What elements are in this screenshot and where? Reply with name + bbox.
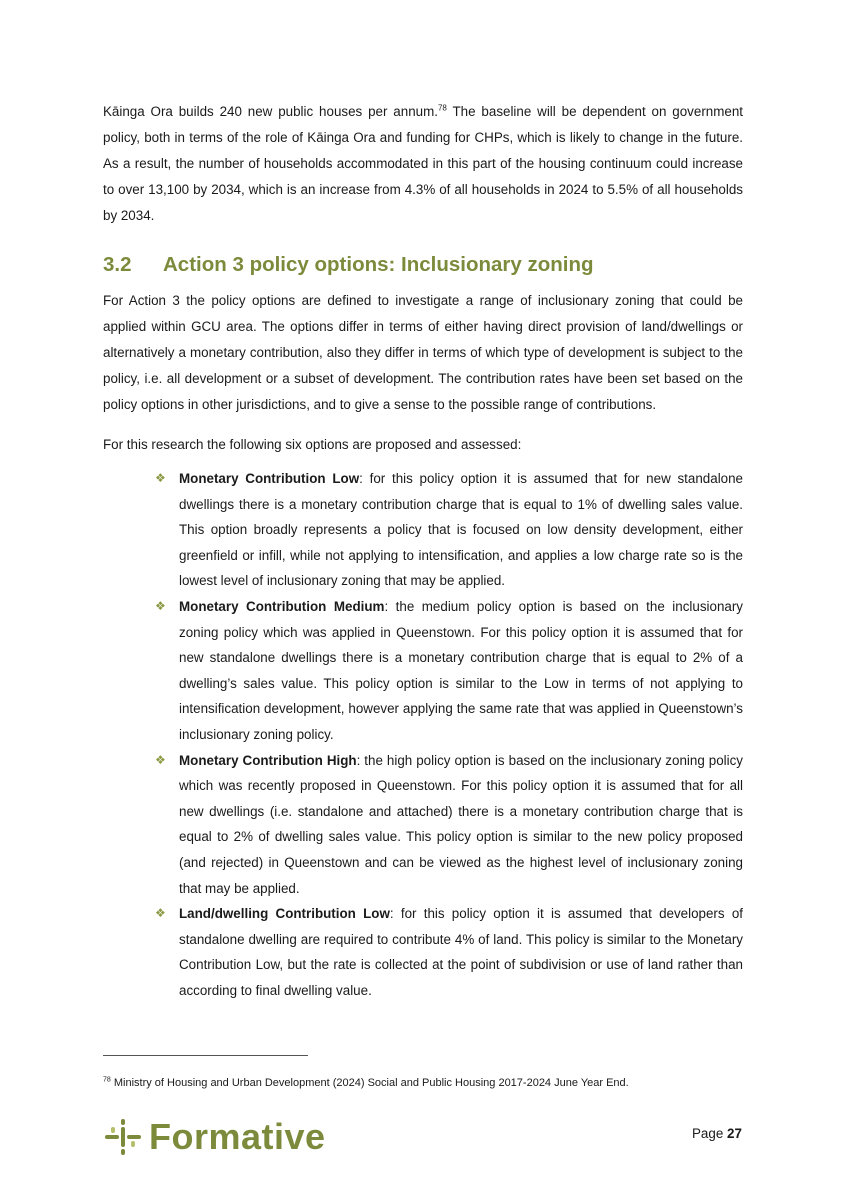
policy-options-list	[103, 466, 743, 1003]
diamond-bullet-icon: ❖	[155, 752, 166, 767]
option-title: Monetary Contribution High	[179, 752, 357, 768]
section-paragraph-1: For Action 3 the policy options are defined to investigate a range of inclusionary zoning that could be applied within GCU area. The options differ in terms of either having direct provision of land/dwellings or alternatively a monetary contribution, also they differ in terms of which type of development is subject to the policy, i.e. all development or a subset of development. The contribution rates have been set based on the policy options in other jurisdictions, and to give a sense to the possible range of contributions.	[103, 293, 743, 412]
footnote-divider	[103, 1055, 308, 1056]
footnote-reference[interactable]: 78	[437, 103, 447, 113]
section-title: Action 3 policy options: Inclusionary zoning	[163, 253, 594, 276]
option-title: Land/dwelling Contribution Low	[179, 906, 390, 922]
section-heading	[103, 250, 743, 280]
option-text: : the medium policy option is based on the inclusionary zoning policy which was applied in Queenstown. For this policy option it is assumed that for new standalone dwellings there is a monetary contribution charge that is equal to 2% of a dwelling’s sales value. This policy option is similar to the Low in terms of not applying to intensification development, however applying the same rate that was applied in Queenstown’s inclusionary zoning policy.	[179, 598, 743, 742]
diamond-bullet-icon: ❖	[155, 471, 166, 485]
section-paragraph-2: For this research the following six options are proposed and assessed:	[103, 437, 522, 452]
option-title: Monetary Contribution Medium	[179, 598, 385, 614]
diamond-bullet-icon: ❖	[155, 906, 166, 921]
section-number: 3.2	[103, 253, 132, 276]
formative-logo	[103, 1117, 326, 1157]
list-item	[155, 901, 743, 1003]
intro-text-start: Kāinga Ora builds 240 new public houses per annum.	[103, 104, 438, 119]
footnote	[103, 1075, 629, 1091]
page-number-value: 27	[727, 1126, 742, 1141]
list-item	[155, 594, 743, 748]
page-label: Page	[692, 1126, 727, 1141]
diamond-bullet-icon: ❖	[155, 598, 166, 613]
intro-paragraph	[103, 99, 743, 229]
option-text: : for this policy option it is assumed that for new standalone dwellings there is a monetary contribution charge that is equal to 1% of dwelling sales value. This option broadly represents a policy that is focused on low density development, either greenfield or infill, while not applying to intensification, and applies a low charge rate so is the lowest level of inclusionary zoning that may be applied.	[179, 471, 744, 589]
footnote-number: 78	[103, 1076, 111, 1084]
page-number	[692, 1126, 742, 1141]
intro-text-end: The baseline will be dependent on government policy, both in terms of the role of Kāinga Ora and funding for CHPs, which is likely to change in the future. As a result, the number of households accommodated in this part of the housing continuum could increase to over 13,100 by 2034, which is an increase from 4.3% of all households in 2024 to 5.5% of all households by 2034.	[103, 104, 743, 223]
formative-logo-icon	[103, 1117, 143, 1157]
option-text: : the high policy option is based on the inclusionary zoning policy which was recently proposed in Queenstown. For this policy option it is assumed that for all new dwellings (i.e. standalone and attached) there is a monetary contribution charge that is equal to 2% of dwelling sales value. This policy option is similar to the new policy proposed (and rejected) in Queenstown and can be viewed as the highest level of inclusionary zoning that may be applied.	[179, 752, 743, 896]
page-content	[103, 99, 743, 1003]
list-item	[155, 466, 743, 594]
footnote-text: Ministry of Housing and Urban Development (2024) Social and Public Housing 2017-2024 June Year End.	[110, 1077, 629, 1089]
option-title: Monetary Contribution Low	[179, 471, 360, 486]
list-item	[155, 748, 743, 902]
option-text: : for this policy option it is assumed that developers of standalone dwelling are required to contribute 4% of land. This policy is similar to the Monetary Contribution Low, but the rate is collected at the point of subdivision or use of land rather than according to final dwelling value.	[179, 906, 743, 998]
brand-name: Formative	[149, 1116, 326, 1157]
